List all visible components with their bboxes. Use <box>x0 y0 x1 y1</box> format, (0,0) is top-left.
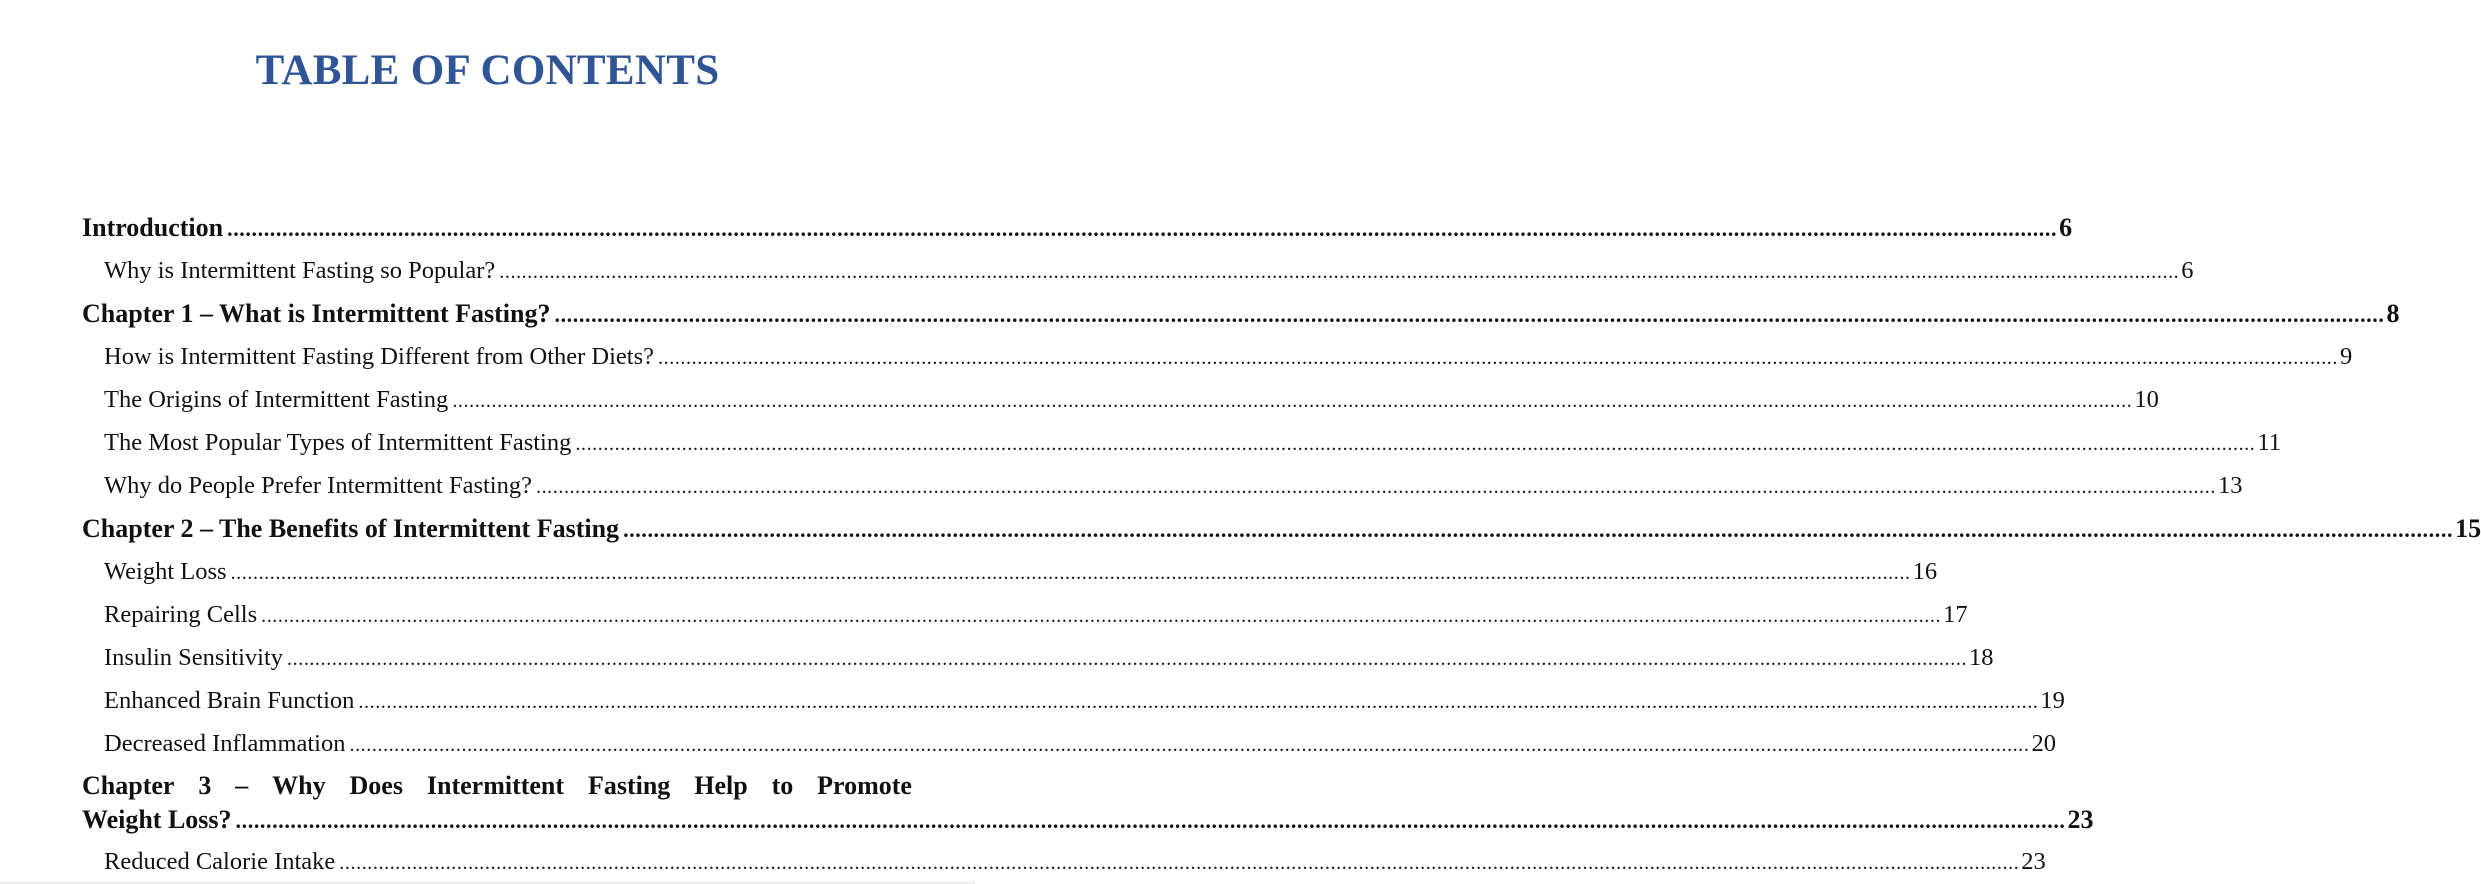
toc-entry-label: Chapter 1 – What is Intermittent Fasting? <box>82 299 551 328</box>
page-title: TABLE OF CONTENTS <box>255 47 720 94</box>
dot-leader: ............................................................................................................................................................................................................................................................................................................ <box>261 605 1942 627</box>
toc-entry-label: Introduction <box>82 213 224 242</box>
toc-entry-page: 13 <box>2217 472 2243 499</box>
dot-leader: ............................................................................................................................................................................................................................................................................................................ <box>230 562 1911 584</box>
toc-word: Why <box>272 771 326 800</box>
toc-entry-label: Why do People Prefer Intermittent Fasting? <box>104 472 532 499</box>
dot-leader: ............................................................................................................................................................................................................................................................................................................ <box>535 476 2216 498</box>
toc-entry-repairing-cells[interactable] <box>82 601 1968 629</box>
toc-entry-page: 6 <box>2059 213 2073 242</box>
toc-entry-inflammation[interactable] <box>82 730 2056 758</box>
dot-leader: ............................................................................................................................................................................................................................................................................................................ <box>499 261 2180 283</box>
toc-word: – <box>235 771 249 800</box>
toc-entry-reduced-calorie[interactable] <box>82 848 2046 876</box>
toc-entry-chapter-3[interactable] <box>82 771 912 801</box>
toc-entry-chapter-2[interactable] <box>82 514 2481 544</box>
toc-word: Intermittent <box>426 771 565 800</box>
toc-entry-popular-types[interactable] <box>82 429 2281 457</box>
toc-entry-page: 10 <box>2134 386 2159 413</box>
dot-leader: ............................................................................................................................................................................................................................................................................................................ <box>235 808 2066 833</box>
toc-word: Does <box>349 771 403 800</box>
toc-entry-label: Decreased Inflammation <box>104 730 346 757</box>
toc-entry-insulin[interactable] <box>82 644 1994 672</box>
toc-entry-chapter-3-continued[interactable] <box>82 805 2094 835</box>
toc-entry-label: Reduced Calorie Intake <box>104 848 336 875</box>
toc-entry-page: 17 <box>1943 601 1968 628</box>
toc-entry-different-diets[interactable] <box>82 343 2353 371</box>
toc-word: Help <box>694 771 748 800</box>
toc-entry-page: 16 <box>1912 558 1938 585</box>
toc-entry-page: 11 <box>2257 429 2281 456</box>
dot-leader: ............................................................................................................................................................................................................................................................................................................ <box>349 734 2030 756</box>
toc-word: Promote <box>817 771 912 800</box>
toc-entry-page: 15 <box>2455 514 2481 543</box>
dot-leader: ............................................................................................................................................................................................................................................................................................................ <box>227 216 2058 241</box>
dot-leader: ............................................................................................................................................................................................................................................................................................................ <box>575 433 2256 455</box>
dot-leader: ............................................................................................................................................................................................................................................................................................................ <box>554 302 2385 327</box>
toc-entry-brain[interactable] <box>82 687 2065 715</box>
toc-entry-page: 19 <box>2040 687 2065 714</box>
toc-entry-label: Insulin Sensitivity <box>104 644 284 671</box>
toc-entry-introduction[interactable] <box>82 213 2073 243</box>
dot-leader: ............................................................................................................................................................................................................................................................................................................ <box>358 691 2039 713</box>
toc-entry-weight-loss[interactable] <box>82 558 1938 586</box>
toc-entry-label: The Most Popular Types of Intermittent Fasting <box>104 429 572 456</box>
toc-entry-page: 8 <box>2386 299 2400 328</box>
toc-entry-label: Chapter 2 – The Benefits of Intermittent Fasting <box>82 514 620 543</box>
toc-entry-why-prefer[interactable] <box>82 472 2243 500</box>
toc-entry-origins[interactable] <box>82 386 2159 414</box>
toc-entry-page: 23 <box>2021 848 2046 875</box>
toc-word: to <box>771 771 794 800</box>
toc-entry-label: The Origins of Intermittent Fasting <box>104 386 449 413</box>
dot-leader: ............................................................................................................................................................................................................................................................................................................ <box>452 390 2133 412</box>
toc-entry-page: 20 <box>2031 730 2056 757</box>
toc-entry-label: Enhanced Brain Function <box>104 687 355 714</box>
dot-leader: ............................................................................................................................................................................................................................................................................................................ <box>339 852 2020 874</box>
toc-entry-label: Why is Intermittent Fasting so Popular? <box>104 257 496 284</box>
toc-word: Fasting <box>587 771 671 800</box>
dot-leader: ............................................................................................................................................................................................................................................................................................................ <box>623 517 2454 542</box>
toc-entry-label: How is Intermittent Fasting Different from Other Diets? <box>104 343 654 370</box>
toc-entry-page: 18 <box>1969 644 1994 671</box>
toc-entry-label: Weight Loss <box>104 558 227 585</box>
toc-entry-page: 23 <box>2067 805 2094 834</box>
toc-entry-label: Repairing Cells <box>104 601 258 628</box>
toc-entry-why-popular[interactable] <box>82 257 2194 285</box>
toc-entry-label: Weight Loss? <box>82 805 232 834</box>
toc-entry-page: 6 <box>2181 257 2194 284</box>
toc-word: Chapter <box>82 771 175 800</box>
dot-leader: ............................................................................................................................................................................................................................................................................................................ <box>287 648 1968 670</box>
dot-leader: ............................................................................................................................................................................................................................................................................................................ <box>658 347 2338 369</box>
toc-entry-chapter-1[interactable] <box>82 299 2400 329</box>
toc-entry-page: 9 <box>2340 343 2353 370</box>
toc-word: 3 <box>198 771 212 800</box>
